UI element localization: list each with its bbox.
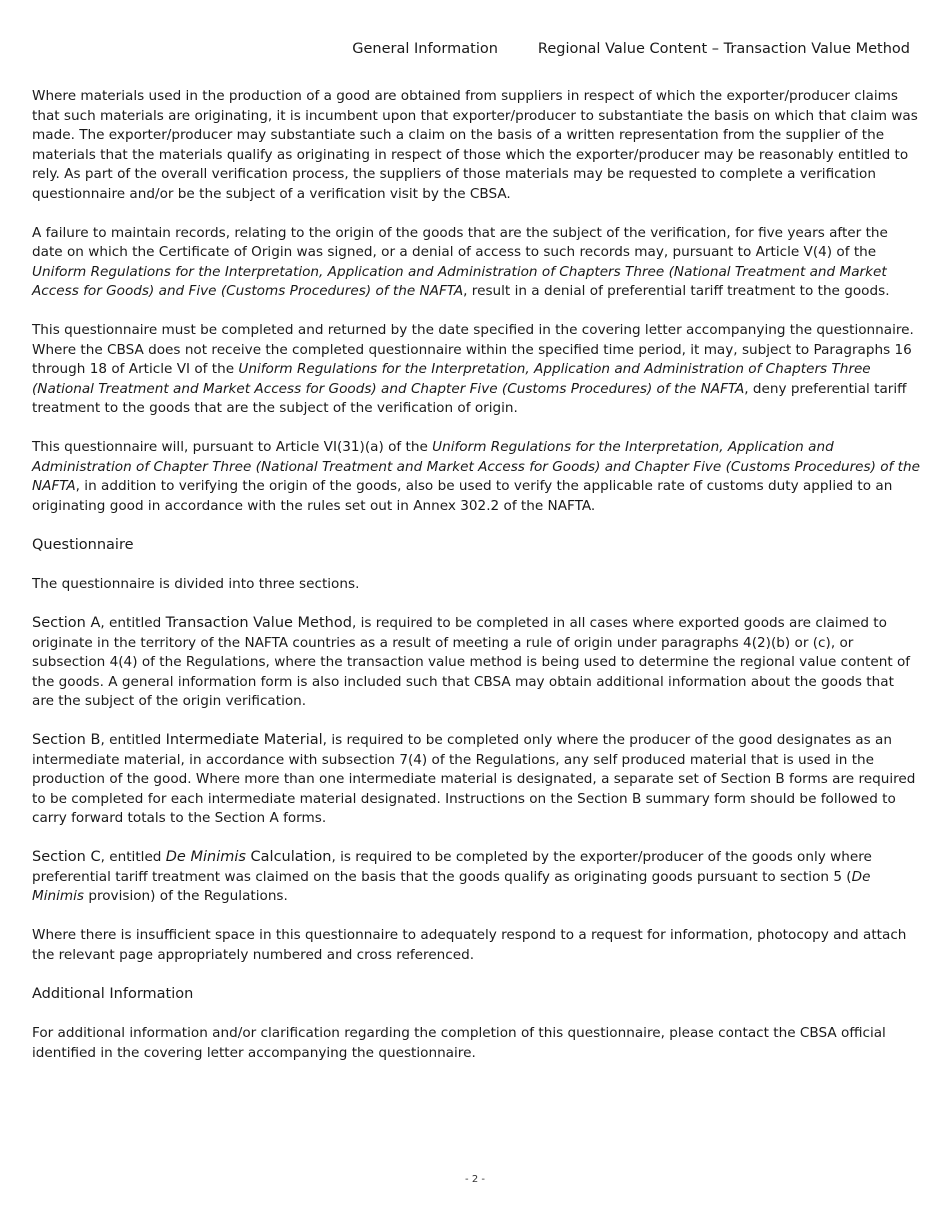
paragraph-text: , in addition to verifying the origin of the goods, also be used to verify the applicable rate of customs duty applied to an originating good in accordance with the rules set out in Annex 302.2 of the NAFTA. <box>32 478 893 514</box>
regulation-title: Uniform Regulations for the Interpretation, Application and Administration of Chapters Three (National Treatment and Market Access for Goods) and Chapter Five (Customs Procedures) of the NAFTA <box>32 361 871 397</box>
page-body <box>32 87 920 1083</box>
section-a-name: Transaction Value Method <box>165 615 352 631</box>
paragraph-text: , entitled <box>100 615 166 631</box>
paragraph-text: , is required to be completed only where the producer of the good designates as an intermediate material, in accordance with subsection 7(4) of the Regulations, any self produced material that is used in the production of the good. Where more than one intermediate material is designated, a separate set of Section B forms are required to be completed for each intermediate material designated. Instructions on the Section B summary form should be followed to carry forward totals to the Section A forms. <box>32 732 916 826</box>
header-document-title: Regional Value Content – Transaction Value Method <box>537 41 910 57</box>
questionnaire-intro: The questionnaire is divided into three sections. <box>32 576 360 592</box>
paragraph-text: , is required to be completed by the exporter/producer of the goods only where preferential tariff treatment was claimed on the basis that the goods qualify as originating goods pursuant to section 5 ( <box>32 849 872 885</box>
additional-information-heading: Additional Information <box>32 986 194 1002</box>
insufficient-space-note: Where there is insufficient space in this questionnaire to adequately respond to a request for information, photocopy and attach the relevant page appropriately numbered and cross referenced. <box>32 927 907 963</box>
section-c-title: Section C <box>32 849 101 865</box>
section-c-description <box>32 848 920 907</box>
additional-information-text: For additional information and/or clarification regarding the completion of this questionnaire, please contact the CBSA official identified in the covering letter accompanying the questionnaire. <box>32 1025 886 1061</box>
paragraph-text: This questionnaire must be completed and returned by the date specified in the covering letter accompanying the questionnaire. Where the CBSA does not receive the completed questionnaire within the specified time period, it may, subject to Paragraphs 16 through 18 of Article VI of the <box>32 322 914 377</box>
paragraph-text: , entitled <box>100 732 166 748</box>
paragraph-text: provision) of the Regulations. <box>84 888 288 904</box>
section-a-description <box>32 614 920 712</box>
paragraph-text: , result in a denial of preferential tariff treatment to the goods. <box>463 283 890 299</box>
section-a-title: Section A <box>32 615 101 631</box>
header-section-label: General Information <box>352 41 498 57</box>
paragraph-text: A failure to maintain records, relating to the origin of the goods that are the subject of the verification, for five years after the date on which the Certificate of Origin was signed, or a denial of access to such records may, pursuant to Article V(4) of the <box>32 224 888 260</box>
page-header <box>352 41 910 57</box>
paragraph-text: This questionnaire will, pursuant to Article VI(31)(a) of the <box>32 439 433 455</box>
paragraph-supplier-materials: Where materials used in the production of a good are obtained from suppliers in respect of which the exporter/producer claims that such materials are originating, it is incumbent upon that exporter/producer to substantiate the basis on which that claim was made. The exporter/producer may substantiate such a claim on the basis of a written representation from the supplier of the materials that the materials qualify as originating in respect of those which the exporter/producer may be reasonably entitled to rely. As part of the overall verification process, the suppliers of those materials may be requested to complete a verification questionnaire and/or be the subject of a verification visit by the CBSA. <box>32 88 918 202</box>
paragraph-duty-verification <box>32 438 920 516</box>
section-c-name: Calculation <box>245 849 332 865</box>
paragraph-text: , entitled <box>100 849 166 865</box>
paragraph-text: , deny preferential tariff treatment to the goods that are the subject of the verification of origin. <box>32 380 907 416</box>
page-number: - 2 - <box>465 1174 485 1185</box>
paragraph-return-deadline <box>32 321 920 419</box>
regulation-title: Uniform Regulations for the Interpretation, Application and Administration of Chapters Three (National Treatment and Market Access for Goods) and Five (Customs Procedures) of the NAFTA <box>32 263 887 299</box>
questionnaire-heading: Questionnaire <box>32 537 134 553</box>
section-c-name-italic: De Minimis <box>165 849 246 865</box>
section-b-title: Section B <box>32 732 101 748</box>
paragraph-text: , is required to be completed in all cases where exported goods are claimed to originate in the territory of the NAFTA countries as a result of meeting a rule of origin under paragraphs 4(2)(b) or (c), or subsection 4(4) of the Regulations, where the transaction value method is being used to determine the regional value content of the goods. A general information form is also included such that CBSA may obtain additional information about the goods that are the subject of the origin verification. <box>32 615 911 709</box>
section-b-description <box>32 731 920 829</box>
paragraph-record-keeping <box>32 224 920 302</box>
de-minimis-term: De Minimis <box>32 868 871 904</box>
section-b-name: Intermediate Material <box>165 732 323 748</box>
regulation-title: Uniform Regulations for the Interpretation, Application and Administration of Chapter Three (National Treatment and Market Access for Goods) and Chapter Five (Customs Procedures) of the NAFTA <box>32 439 920 494</box>
